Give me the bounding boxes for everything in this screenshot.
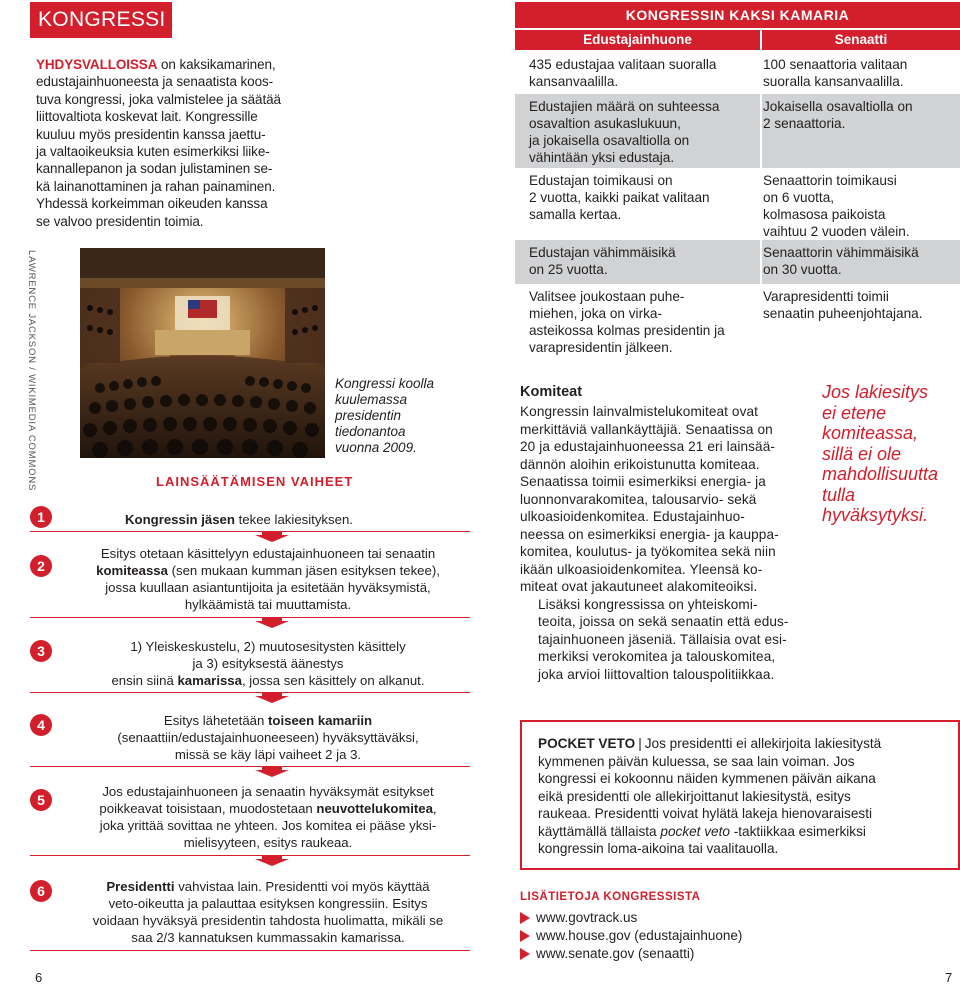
senate-cell xyxy=(763,288,960,322)
step-1 xyxy=(30,502,470,532)
intro-line xyxy=(36,178,326,195)
step-text xyxy=(66,638,470,689)
intro-line xyxy=(36,213,326,230)
step-keyword: Presidentti xyxy=(106,879,175,894)
step-number: 6 xyxy=(30,880,52,902)
step-line xyxy=(66,655,470,672)
pocket-veto-line1: Jos presidentti ei allekirjoita lakiesitystä xyxy=(644,736,882,751)
committees-line: teoita, joissa on sekä senaatin että edus- xyxy=(538,614,789,629)
intro-line xyxy=(36,108,326,125)
house-cell-line: Edustajan vähimmäisikä xyxy=(529,245,676,260)
step-text-part: 1) Yleiskeskustelu, 2) muutosesitysten käsittely xyxy=(130,639,406,654)
caption-line: presidentin xyxy=(335,408,402,423)
house-cell-line: Edustajien määrä on suhteessa xyxy=(529,99,720,114)
step-6 xyxy=(30,878,470,951)
step-line xyxy=(66,929,470,946)
stages-title: LAINSÄÄTÄMISEN VAIHEET xyxy=(156,474,354,489)
house-cell-line: 435 edustajaa valitaan suoralla xyxy=(529,57,717,72)
step-text-part: Jos edustajainhuoneen ja senaatin hyväksymät esitykset xyxy=(102,784,434,799)
committees-line: Lisäksi kongressissa on yhteiskomi- xyxy=(538,596,758,612)
committees-line: luonnonvarakomitea, talousarvio- sekä xyxy=(520,491,757,507)
pocket-veto-line: eikä presidentti ole allekirjoittanut lakiesitystä, esitys xyxy=(538,788,851,804)
committees-line: joka arvioi liittovaltion talouspolitiikkaa. xyxy=(538,666,775,682)
committees-line: Senaatissa toimii esimerkiksi energia- ja xyxy=(520,474,766,489)
step-number: 3 xyxy=(30,640,52,662)
committees-line: neessa on esimerkiksi energia- ja kauppa- xyxy=(520,526,779,542)
house-cell-line: Valitsee joukostaan puhe- xyxy=(529,289,685,304)
intro-text-part: on kaksikamarinen, xyxy=(157,57,276,72)
intro-line xyxy=(36,160,326,177)
step-text-part: poikkeavat toisistaan, muodostetaan xyxy=(99,801,317,816)
step-arrow xyxy=(255,532,289,540)
intro-text-part: kuuluu myös presidentin kanssa jaettu- xyxy=(36,126,266,142)
step-text-part: saa 2/3 kannatuksen kummassakin kamarissa. xyxy=(131,930,405,945)
step-2 xyxy=(30,545,470,618)
congress-photo xyxy=(80,248,325,458)
chambers-row xyxy=(515,52,960,94)
committees-paragraph-1 xyxy=(520,403,807,596)
senate-cell-line: on 30 vuotta. xyxy=(763,262,842,277)
step-text-part: , jossa sen käsittely on alkanut. xyxy=(241,673,425,688)
intro-line xyxy=(36,56,326,73)
pocket-veto-line: kymmenen päivän kuluessa, se saa lain voiman. Jos xyxy=(538,753,855,769)
house-cell-line: osavaltion asukaslukuun, xyxy=(529,116,681,131)
committees-line: komitea, koulutus- ja työkomitea sekä niin xyxy=(520,544,776,559)
pocket-veto-text xyxy=(538,753,942,823)
step-keyword: neuvottelukomitea xyxy=(316,801,433,816)
senate-cell-line: vaihtuu 2 vuoden välein. xyxy=(763,224,910,239)
senate-cell-line: on 6 vuotta, xyxy=(763,190,835,205)
caption-line: Kongressi koolla xyxy=(335,376,435,391)
senate-cell-line: 100 senaattoria valitaan xyxy=(763,57,908,72)
committees-side-note xyxy=(822,382,960,526)
intro-text xyxy=(36,56,326,230)
step-line xyxy=(66,834,470,851)
senate-cell-line: Jokaisella osavaltiolla on xyxy=(763,99,913,114)
page-title: KONGRESSI xyxy=(30,2,172,38)
committees-line: tajainhuoneen jäseniä. Tällaisia ovat esi- xyxy=(538,631,787,647)
caption-line: tiedonantoa xyxy=(335,424,406,439)
step-text-part: hylkäämistä tai muuttamista. xyxy=(184,597,352,612)
step-line xyxy=(125,511,460,528)
step-5 xyxy=(30,783,470,856)
chambers-title: KONGRESSIN KAKSI KAMARIA xyxy=(515,2,960,28)
intro-text-part: liittovaltiota koskevat lait. Kongressille xyxy=(36,109,258,125)
more-info-title: LISÄTIETOJA KONGRESSISTA xyxy=(520,891,701,903)
committees-title: Komiteat xyxy=(520,384,583,400)
step-keyword: Kongressin jäsen xyxy=(125,512,235,527)
chambers-row xyxy=(515,168,960,240)
intro-lead: YHDYSVALLOISSA xyxy=(36,57,158,72)
step-line xyxy=(66,712,470,729)
intro-line xyxy=(36,126,326,143)
step-line xyxy=(66,579,470,596)
page-number-right: 7 xyxy=(945,970,953,985)
committees-line: 20 ja edustajainhuoneessa 21 eri lainsää- xyxy=(520,439,776,454)
column-senate: Senaatti xyxy=(762,30,960,50)
chambers-row xyxy=(515,240,960,284)
step-line xyxy=(66,746,470,763)
senate-cell-line: Senaattorin toimikausi xyxy=(763,173,897,188)
house-cell-line: 2 vuotta, kaikki paikat valitaan xyxy=(529,190,710,205)
step-arrow xyxy=(255,693,289,701)
congress-chamber-image xyxy=(80,248,325,458)
photo-caption xyxy=(335,376,460,456)
step-text-part: (senaattiin/edustajainhuoneeseen) hyväksyttäväksi, xyxy=(117,730,419,745)
caption-line: kuulemassa xyxy=(335,392,408,407)
column-house: Edustajainhuone xyxy=(515,30,760,50)
intro-text-part: tuva kongressi, joka valmistelee ja säätää xyxy=(36,91,281,107)
pocket-veto-line: raukeaa. Presidentti voivat hylätä lakeja hienovaraisesti xyxy=(538,806,872,821)
step-line xyxy=(66,638,470,655)
step-text-part: ensin siinä xyxy=(111,673,178,688)
step-keyword: kamarissa xyxy=(177,673,242,688)
pocket-veto-final: kongressin loma-aikoina tai vaalitauolla. xyxy=(538,841,779,856)
house-cell-line: miehen, joka on virka- xyxy=(529,306,662,321)
step-text-part: missä se käy läpi vaiheet 2 ja 3. xyxy=(174,747,362,762)
step-number: 5 xyxy=(30,789,52,811)
step-text-part: voidaan hyväksyä presidentin tahdosta huolimatta, mikäli se xyxy=(92,913,444,928)
committees-line: dännön aloihin erikoistunutta komiteaa. xyxy=(520,456,760,472)
senate-cell-line: suoralla kansanvaalilla. xyxy=(763,74,904,89)
step-keyword: komiteassa xyxy=(96,563,168,578)
more-info-links xyxy=(520,909,742,962)
step-text-part: (sen mukaan kumman jäsen esityksen tekee), xyxy=(167,563,440,578)
chambers-row xyxy=(515,94,960,168)
senate-cell-line: Varapresidentti toimii xyxy=(763,289,889,304)
chambers-row xyxy=(515,284,960,364)
intro-line xyxy=(36,143,326,160)
house-cell xyxy=(529,244,761,278)
step-3 xyxy=(30,638,470,693)
step-line xyxy=(66,878,470,895)
more-info-link: www.govtrack.us xyxy=(520,909,742,927)
step-text-part: vahvistaa lain. Presidentti voi myös käyttää xyxy=(174,879,430,894)
committees-line: ikään ulkoasioidenkomitea. Yleensä ko- xyxy=(520,561,763,577)
step-line xyxy=(66,672,470,689)
side-note-line: sillä ei ole xyxy=(822,443,902,464)
intro-line xyxy=(36,73,326,90)
pocket-veto-box xyxy=(520,720,960,870)
senate-cell-line: senaatin puheenjohtajana. xyxy=(763,306,923,321)
step-line xyxy=(66,783,470,800)
house-cell xyxy=(529,172,761,223)
intro-text-part: se valvoo presidentin toimia. xyxy=(36,213,204,229)
step-text-part: , xyxy=(432,801,437,816)
committees-text xyxy=(520,403,807,683)
house-cell xyxy=(529,288,761,356)
step-number: 1 xyxy=(30,506,52,528)
pocket-veto-line-em: käyttämällä tällaista pocket veto -taktiikkaa esimerkiksi xyxy=(538,823,866,839)
pocket-veto-line: kongressi ei kokoonnu näiden kymmenen päivän aikana xyxy=(538,771,876,786)
intro-text-part: Yhdessä korkeimman oikeuden kanssa xyxy=(36,196,268,212)
step-text-part: tekee lakiesityksen. xyxy=(234,512,353,527)
side-note-line: ei etene xyxy=(822,402,887,423)
caption-line: vuonna 2009. xyxy=(335,440,417,455)
step-text-part: joka yrittää sovittaa ne yhteen. Jos komitea ei pääse yksi- xyxy=(99,818,437,833)
house-cell-line: ja jokaisella osavaltiolla on xyxy=(529,133,690,148)
side-note-line: hyväksytyksi. xyxy=(822,505,929,525)
step-keyword: toiseen kamariin xyxy=(268,713,373,728)
step-number: 2 xyxy=(30,555,52,577)
intro-text-part: ja valtaoikeuksia kuten esimerkiksi liike- xyxy=(36,144,270,160)
step-line xyxy=(66,817,470,834)
side-note-line: Jos lakiesitys xyxy=(822,382,929,402)
step-text-part: Esitys otetaan käsittelyyn edustajainhuoneen tai senaatin xyxy=(100,546,436,561)
step-text xyxy=(66,878,470,946)
step-number: 4 xyxy=(30,714,52,736)
more-info-link: www.house.gov (edustajainhuone) xyxy=(520,927,742,945)
senate-cell xyxy=(763,98,960,132)
step-4 xyxy=(30,712,470,767)
step-text-part: jossa kuullaan asiantuntijoita ja esitetään hyväksymistä, xyxy=(105,580,431,595)
intro-line xyxy=(36,91,326,108)
house-cell-line: asteikossa kolmas presidentin ja xyxy=(529,323,725,338)
step-arrow xyxy=(255,618,289,626)
step-line xyxy=(66,729,470,746)
house-cell xyxy=(529,56,761,90)
house-cell-line: Edustajan toimikausi on xyxy=(529,173,673,188)
house-cell-line: kansanvaalilla. xyxy=(529,74,619,89)
senate-cell xyxy=(763,56,960,90)
step-text xyxy=(125,511,460,528)
step-text xyxy=(66,783,470,851)
house-cell-line: samalla kertaa. xyxy=(529,207,622,222)
step-line xyxy=(66,912,470,929)
step-text-part: mielisyyteen, esitys raukeaa. xyxy=(183,835,353,850)
step-arrow xyxy=(255,856,289,864)
pocket-veto-title: POCKET VETO xyxy=(538,736,636,751)
committees-line: merkiksi verokomitea ja talouskomitea, xyxy=(538,649,776,664)
intro-text-part: kä lainanottaminen ja rahan painaminen. xyxy=(36,178,276,194)
step-line xyxy=(66,895,470,912)
pocket-veto-separator: | xyxy=(638,736,642,751)
step-text-part: ja 3) esityksestä äänestys xyxy=(192,656,344,671)
house-cell-line: varapresidentin jälkeen. xyxy=(529,340,673,355)
house-cell-line: on 25 vuotta. xyxy=(529,262,608,277)
photo-credit: LAWRENCE JACKSON / WIKIMEDIA COMMONS xyxy=(26,250,37,492)
step-text-part: veto-oikeutta ja palauttaa esityksen kongressiin. Esitys xyxy=(108,896,428,911)
side-note-line: komiteassa, xyxy=(822,423,919,443)
committees-line: Kongressin lainvalmistelukomiteat ovat xyxy=(520,404,759,419)
committees-line: ulkoasioidenkomitea. Edustajainhuo- xyxy=(520,509,745,524)
step-text xyxy=(66,545,470,613)
senate-cell-line: 2 senaattoria. xyxy=(763,116,846,131)
step-line xyxy=(66,800,470,817)
side-note-line: mahdollisuutta xyxy=(822,464,939,484)
column-divider xyxy=(760,30,762,364)
side-note-line: tulla xyxy=(822,484,856,505)
more-info-link: www.senate.gov (senaatti) xyxy=(520,945,742,963)
step-line xyxy=(66,545,470,562)
senate-cell-line: Senaattorin vähimmäisikä xyxy=(763,245,919,260)
senate-cell xyxy=(763,244,960,278)
house-cell-line: vähintään yksi edustaja. xyxy=(529,150,675,165)
committees-line: miteat ovat jakautuneet alakomiteoiksi. xyxy=(520,579,758,594)
step-text xyxy=(66,712,470,763)
senate-cell-line: kolmasosa paikoista xyxy=(763,207,886,222)
step-arrow xyxy=(255,767,289,775)
page-number-left: 6 xyxy=(35,970,43,985)
step-text-part: Esitys lähetetään xyxy=(163,713,269,728)
senate-cell xyxy=(763,172,960,240)
intro-text-part: kannallepanon ja sodan julistaminen se- xyxy=(36,161,273,177)
step-line xyxy=(66,562,470,579)
house-cell xyxy=(529,98,761,166)
intro-text-part: edustajainhuoneesta ja senaatista koos- xyxy=(36,74,274,90)
committees-paragraph-2 xyxy=(520,596,807,684)
committees-line: merkittäviä vallankäyttäjiä. Senaatissa on xyxy=(520,421,773,437)
intro-line xyxy=(36,195,326,212)
step-line xyxy=(66,596,470,613)
